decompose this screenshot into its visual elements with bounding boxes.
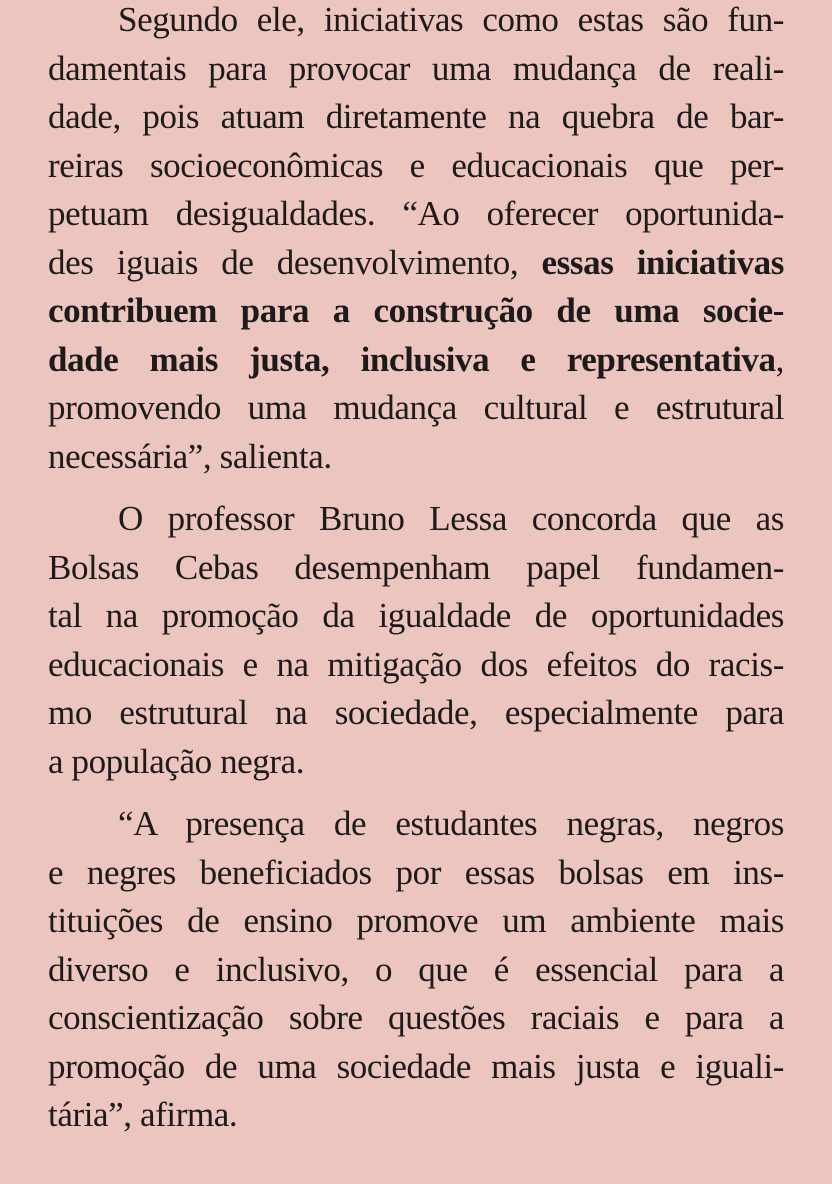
text-segment: reiras socioeconômicas e educacionais que per- (48, 145, 784, 185)
paragraph (48, 495, 784, 786)
text-line (48, 287, 784, 336)
text-line (48, 849, 784, 898)
text-segment: promovendo uma mudança cultural e estrutural (48, 388, 784, 427)
text-line (48, 946, 784, 995)
text-segment: tal na promoção da igualdade de oportunidades (48, 596, 784, 635)
bold-text: essas iniciativas (541, 242, 784, 282)
text-segment: O professor Bruno Lessa concorda que as (118, 499, 784, 538)
text-segment: a população negra. (48, 741, 305, 781)
text-line (48, 544, 784, 593)
text-line (48, 433, 784, 482)
paragraph (48, 800, 784, 1140)
text-line (48, 93, 784, 142)
text-segment: “A presença de estudantes negras, negros (118, 804, 784, 843)
text-line (48, 239, 784, 288)
text-line (48, 495, 784, 544)
bold-text: contribuem para a construção de uma socie- (48, 291, 784, 330)
article-body (48, 0, 784, 1154)
text-line (48, 1043, 784, 1092)
text-line (48, 592, 784, 641)
text-line (48, 800, 784, 849)
text-line (48, 689, 784, 738)
text-segment: mo estrutural na sociedade, especialmente para (48, 693, 784, 732)
text-segment: damentais para provocar uma mudança de reali- (48, 48, 784, 88)
text-segment: tituições de ensino promove um ambiente mais (48, 901, 784, 940)
text-segment: , (775, 339, 784, 379)
text-segment: Segundo ele, iniciativas como estas são fun- (118, 0, 784, 39)
text-line (48, 738, 784, 787)
text-segment: dade, pois atuam diretamente na quebra de bar- (48, 97, 784, 136)
text-line (48, 336, 784, 385)
text-segment: tária”, afirma. (48, 1095, 238, 1134)
text-segment: diverso e inclusivo, o que é essencial para a (48, 949, 784, 989)
text-line (48, 897, 784, 946)
text-segment: educacionais e na mitigação dos efeitos do racis- (48, 644, 784, 684)
text-line (48, 1091, 784, 1140)
text-line (48, 0, 784, 45)
text-segment: petuam desigualdades. “Ao oferecer oportunida- (48, 194, 784, 233)
text-segment: e negres beneficiados por essas bolsas em ins- (48, 852, 784, 892)
text-line (48, 190, 784, 239)
text-segment: necessária”, salienta. (48, 436, 332, 476)
text-line (48, 641, 784, 690)
text-line (48, 384, 784, 433)
text-line (48, 45, 784, 94)
bold-text: dade mais justa, inclusiva e representativa (48, 339, 776, 379)
text-segment: des iguais de desenvolvimento, (48, 242, 542, 282)
paragraph (48, 0, 784, 481)
text-line (48, 994, 784, 1043)
text-line (48, 142, 784, 191)
text-segment: promoção de uma sociedade mais justa e iguali- (48, 1046, 784, 1086)
text-segment: Bolsas Cebas desempenham papel fundamen- (48, 547, 784, 587)
text-segment: conscientização sobre questões raciais e para a (48, 998, 784, 1037)
